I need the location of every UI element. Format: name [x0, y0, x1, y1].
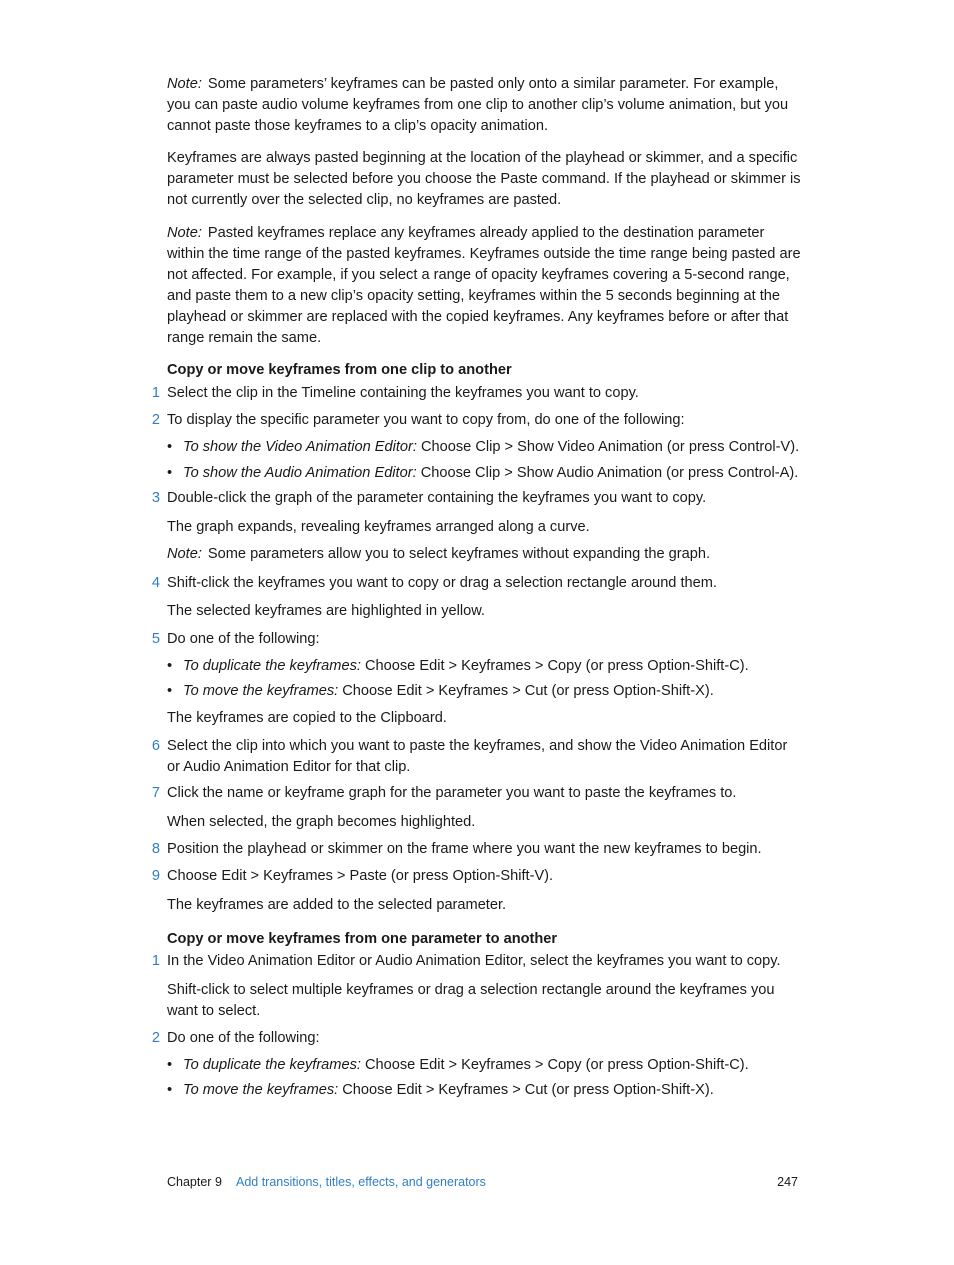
- bullet-item: [183, 681, 803, 702]
- step-text: In the Video Animation Editor or Audio Animation Editor, select the keyframes you want to copy.: [167, 953, 781, 969]
- bullet-lead: To duplicate the keyframes:: [183, 658, 361, 674]
- section-heading: Copy or move keyframes from one clip to another: [167, 362, 512, 378]
- note-label: Note:: [167, 225, 202, 241]
- bullet-lead: To duplicate the keyframes:: [183, 1057, 361, 1073]
- step-text: Do one of the following:: [167, 1030, 320, 1046]
- note-text: Some parameters’ keyframes can be pasted only onto a similar parameter. For example, you can paste audio volume keyframes from one clip to another clip’s volume animation, but you cannot paste those keyframes to a clip’s opacity animation.: [167, 76, 789, 134]
- step-number: 4: [151, 575, 160, 591]
- bullet-text: Choose Edit > Keyframes > Copy (or press Option-Shift-C).: [365, 658, 749, 674]
- step-text: Shift-click the keyframes you want to copy or drag a selection rectangle around them.: [167, 575, 717, 591]
- note-text: Some parameters allow you to select keyframes without expanding the graph.: [207, 546, 711, 562]
- step-result: Shift-click to select multiple keyframes or drag a selection rectangle around the keyframes you want to select.: [167, 982, 775, 1019]
- bullet-text: Choose Clip > Show Video Animation (or press Control-V).: [420, 439, 800, 455]
- bullet-item: [183, 656, 803, 677]
- section-heading: Copy or move keyframes from one parameter to another: [167, 931, 558, 947]
- step-number: 5: [151, 631, 160, 647]
- note-paragraph: [167, 74, 801, 137]
- note-label: Note:: [167, 76, 202, 92]
- step-number: 1: [151, 385, 160, 401]
- step-text: To display the specific parameter you want to copy from, do one of the following:: [167, 412, 685, 428]
- step-result: The keyframes are added to the selected parameter.: [167, 897, 507, 913]
- bullet-lead: To move the keyframes:: [183, 1082, 339, 1098]
- page-footer: [167, 1172, 798, 1192]
- note-paragraph: [167, 223, 801, 349]
- step-number: 9: [151, 868, 160, 884]
- step-result: The graph expands, revealing keyframes arranged along a curve.: [167, 519, 590, 535]
- bullet-marker: •: [167, 1057, 173, 1073]
- step-text: Click the name or keyframe graph for the parameter you want to paste the keyframes to.: [167, 785, 737, 801]
- page-number: 247: [777, 1175, 798, 1189]
- bullet-text: Choose Edit > Keyframes > Cut (or press Option-Shift-X).: [342, 1082, 714, 1098]
- bullet-text: Choose Clip > Show Audio Animation (or press Control-A).: [420, 465, 799, 481]
- step-text: Select the clip in the Timeline containing the keyframes you want to copy.: [167, 385, 639, 401]
- step-result: The keyframes are copied to the Clipboard.: [167, 710, 447, 726]
- step-text: Double-click the graph of the parameter containing the keyframes you want to copy.: [167, 490, 707, 506]
- note-paragraph: [167, 544, 801, 565]
- bullet-lead: To show the Audio Animation Editor:: [183, 465, 417, 481]
- step-text: Select the clip into which you want to paste the keyframes, and show the Video Animation Editor or Audio Animation Editor for that clip.: [167, 738, 788, 775]
- bullet-marker: •: [167, 1082, 173, 1098]
- bullet-item: [183, 463, 803, 484]
- step-text: Choose Edit > Keyframes > Paste (or press Option-Shift-V).: [167, 868, 554, 884]
- bullet-item: [183, 1055, 803, 1076]
- step-number: 8: [151, 841, 160, 857]
- bullet-marker: •: [167, 683, 173, 699]
- bullet-marker: •: [167, 439, 173, 455]
- step-number: 3: [151, 490, 160, 506]
- step-number: 1: [151, 953, 160, 969]
- step-number: 6: [151, 738, 160, 754]
- step-text: Position the playhead or skimmer on the frame where you want the new keyframes to begin.: [167, 841, 762, 857]
- step-result: The selected keyframes are highlighted in yellow.: [167, 603, 485, 619]
- step-result: When selected, the graph becomes highlighted.: [167, 814, 476, 830]
- bullet-marker: •: [167, 658, 173, 674]
- bullet-text: Choose Edit > Keyframes > Copy (or press Option-Shift-C).: [365, 1057, 749, 1073]
- chapter-label: Chapter 9: [167, 1175, 222, 1189]
- step-number: 7: [151, 785, 160, 801]
- step-text: Do one of the following:: [167, 631, 320, 647]
- note-text: Pasted keyframes replace any keyframes already applied to the destination parameter within the time range of the pasted keyframes. Keyframes outside the time range being pasted are not affected. For example, if you select a range of opacity keyframes covering a 5-second range, and paste them to a new clip’s opacity setting, keyframes within the 5 seconds beginning at the playhead or skimmer are replaced with the copied keyframes. Any keyframes before or after that range remain the same.: [167, 225, 801, 346]
- bullet-item: [183, 1080, 803, 1101]
- bullet-lead: To move the keyframes:: [183, 683, 339, 699]
- bullet-marker: •: [167, 465, 173, 481]
- note-label: Note:: [167, 546, 202, 562]
- bullet-text: Choose Edit > Keyframes > Cut (or press Option-Shift-X).: [342, 683, 714, 699]
- chapter-title-link[interactable]: Add transitions, titles, effects, and generators: [236, 1175, 486, 1189]
- bullet-lead: To show the Video Animation Editor:: [183, 439, 417, 455]
- bullet-item: [183, 437, 803, 458]
- step-number: 2: [151, 1030, 160, 1046]
- step-number: 2: [151, 412, 160, 428]
- body-paragraph: Keyframes are always pasted beginning at the location of the playhead or skimmer, and a specific parameter must be selected before you choose the Paste command. If the playhead or skimmer is not currently over the selected clip, no keyframes are pasted.: [167, 150, 801, 208]
